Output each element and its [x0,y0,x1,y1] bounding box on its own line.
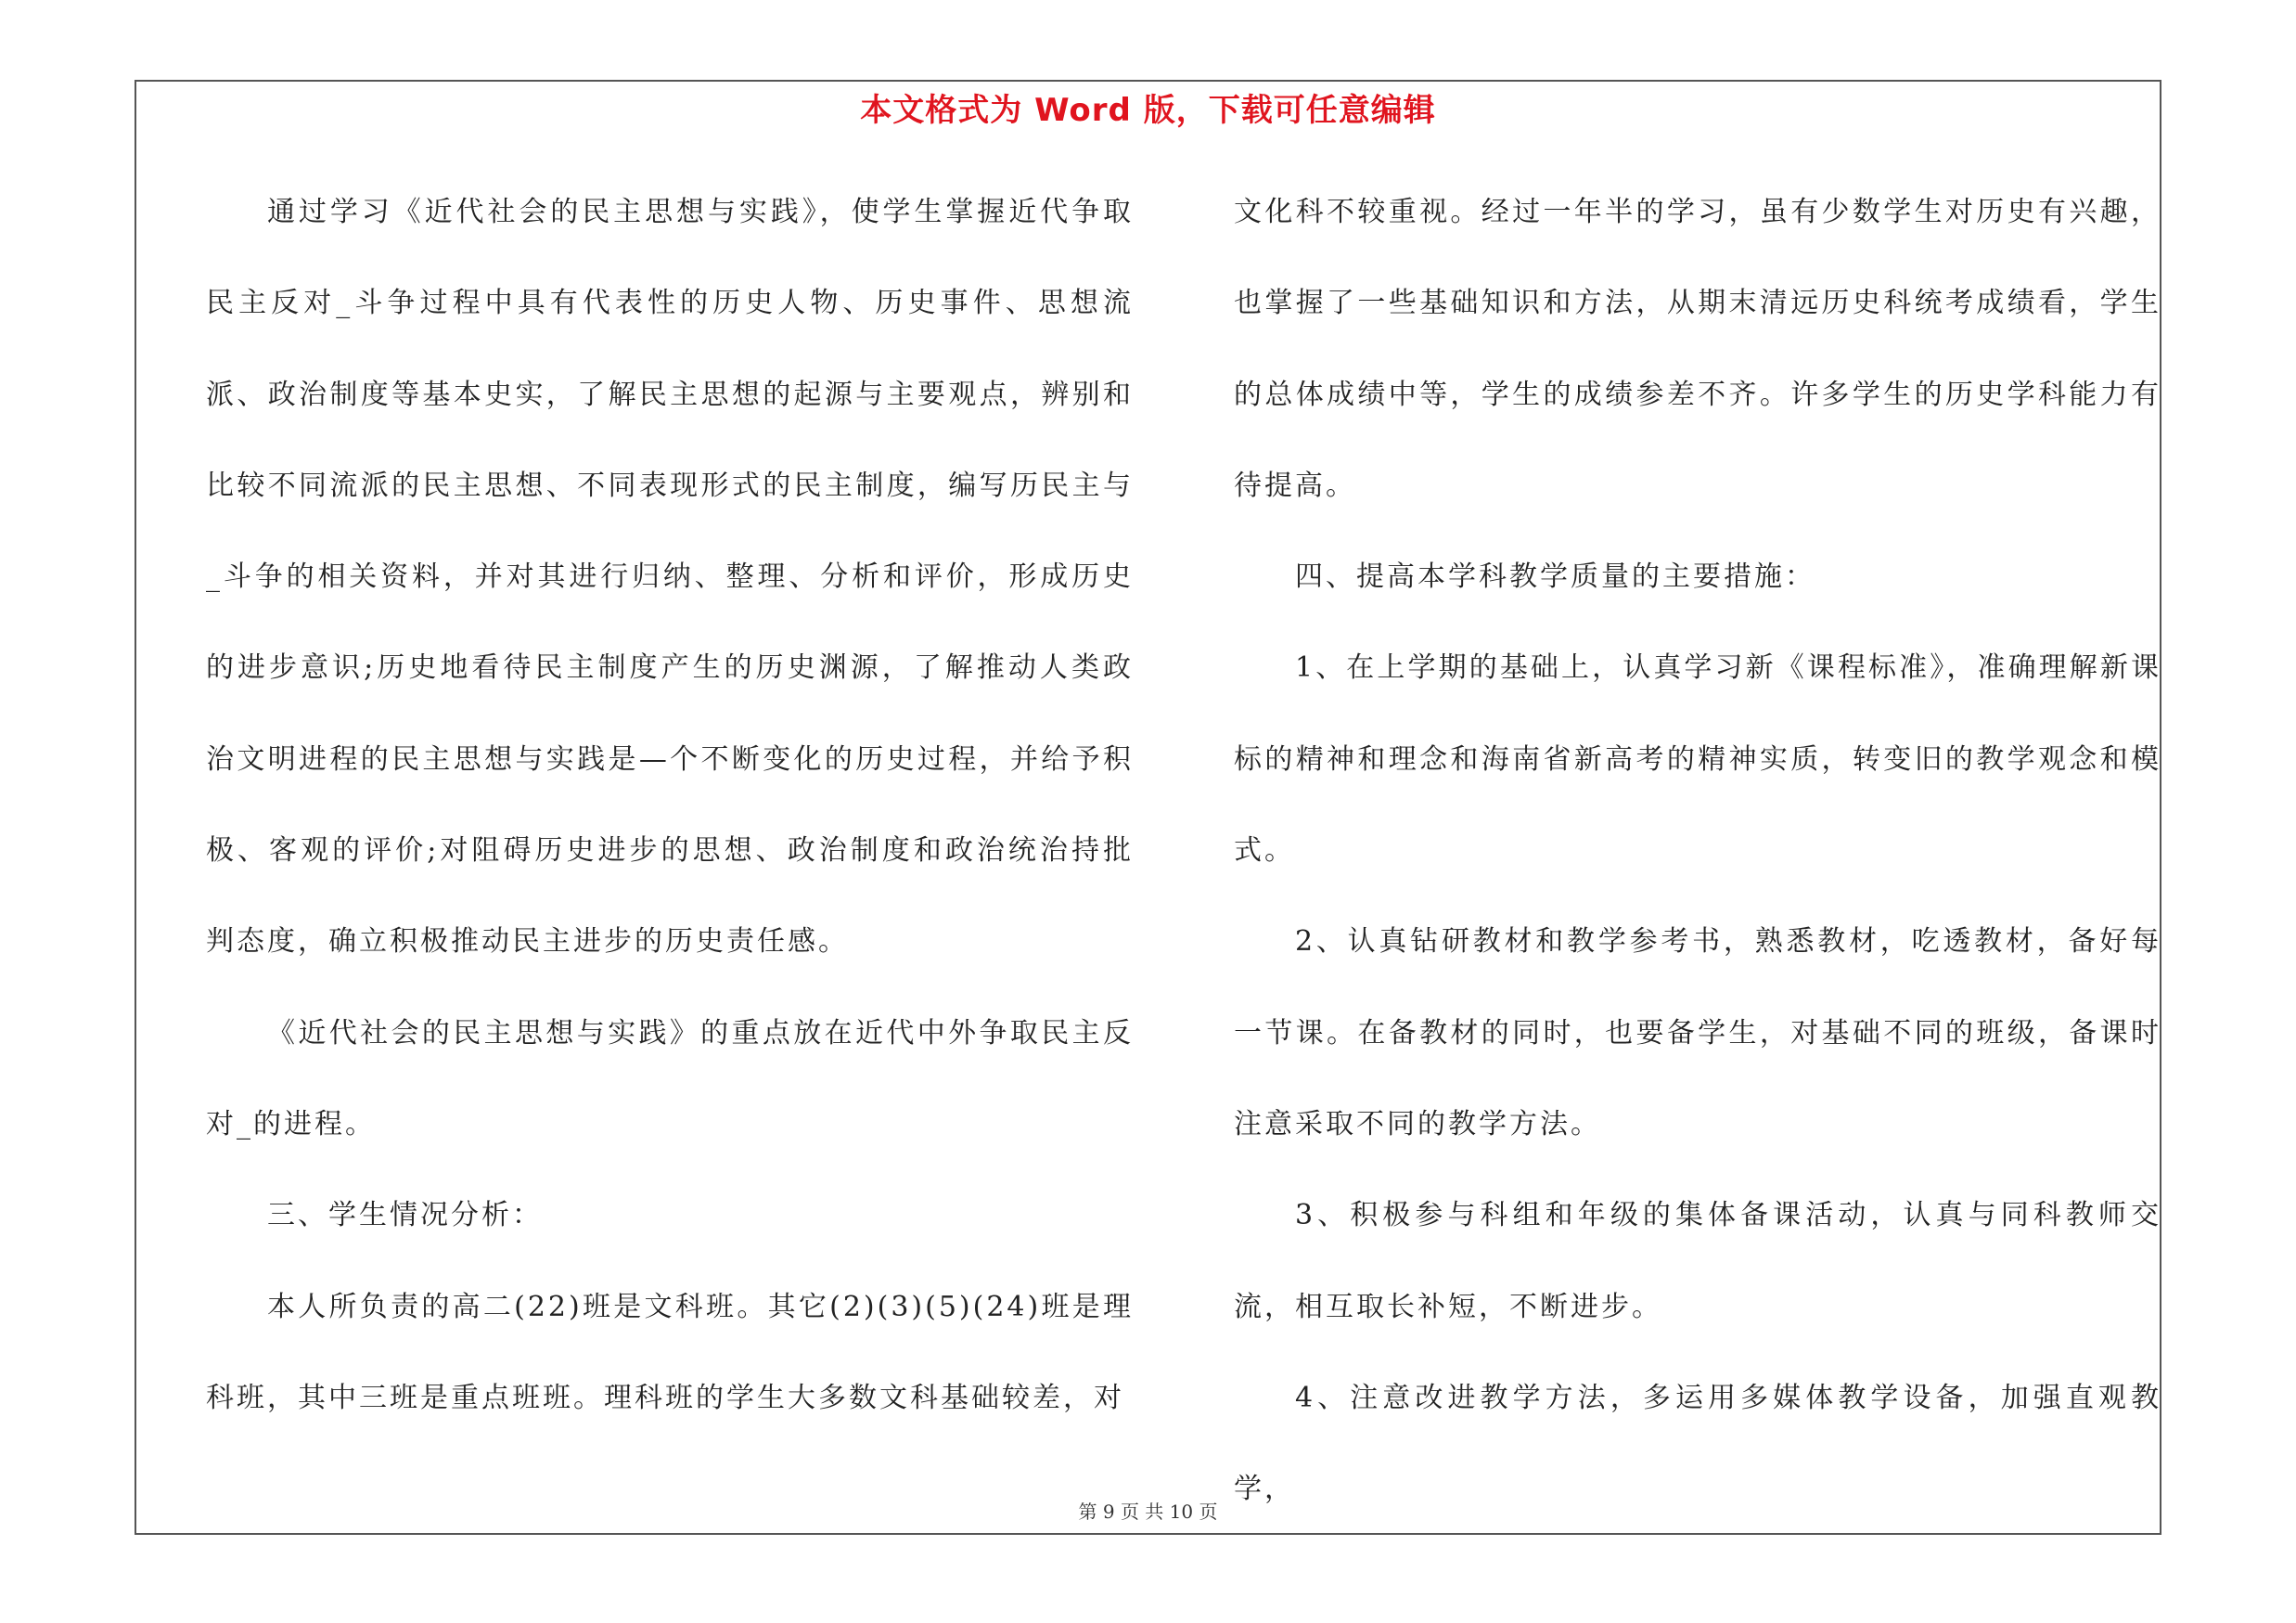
list-item: 2、认真钻研教材和教学参考书，熟悉教材，吃透教材，备好每一节课。在备教材的同时，也要备学生，对基础不同的班级，备课时注意采取不同的教学方法。 [1234,925,2161,1140]
paragraph: 通过学习《近代社会的民主思想与实践》，使学生掌握近代争取民主反对_斗争过程中具有代表性的历史人物、历史事件、思想流派、政治制度等基本史实，了解民主思想的起源与主要观点，辨别和比较不同流派的民主思想、不同表现形式的民主制度，编写历民主与_斗争的相关资料，并对其进行归纳、整理、分析和评价，形成历史的进步意识;历史地看待民主制度产生的历史渊源，了解推动人类政治文明进程的民主思想与实践是—个不断变化的历史过程，并给予积极、客观的评价;对阻碍历史进步的思想、政治制度和政治统治持批判态度，确立积极推动民主进步的历史责任感。 [206,196,1134,959]
right-column [1234,167,2161,1535]
section-heading: 三、学生情况分析： [267,1199,543,1232]
list-item: 4、注意改进教学方法，多运用多媒体教学设备，加强直观教学， [1234,1381,2161,1506]
list-item: 1、在上学期的基础上，认真学习新《课程标准》，准确理解新课标的精神和理念和海南省新高考的精神实质，转变旧的教学观念和模式。 [1234,651,2161,868]
section-heading: 四、提高本学科教学质量的主要措施： [1295,560,1815,594]
page-number: 第 9 页 共 10 页 [1078,1501,1218,1523]
paragraph: 《近代社会的民主思想与实践》的重点放在近代中外争取民主反对_的进程。 [206,1016,1134,1140]
document-banner: 本文格式为 Word 版，下载可任意编辑 [860,92,1436,129]
list-item: 3、积极参与科组和年级的集体备课活动，认真与同科教师交流，相互取长补短，不断进步。 [1234,1199,2161,1323]
paragraph: 本人所负责的高二(22)班是文科班。其它(2)(3)(5)(24)班是理科班，其中三班是重点班班。理科班的学生大多数文科基础较差，对 [206,1290,1134,1414]
left-column [206,167,1134,1444]
paragraph: 文化科不较重视。经过一年半的学习，虽有少数学生对历史有兴趣，也掌握了一些基础知识和方法，从期末清远历史科统考成绩看，学生的总体成绩中等，学生的成绩参差不齐。许多学生的历史学科能力有待提高。 [1234,196,2161,502]
